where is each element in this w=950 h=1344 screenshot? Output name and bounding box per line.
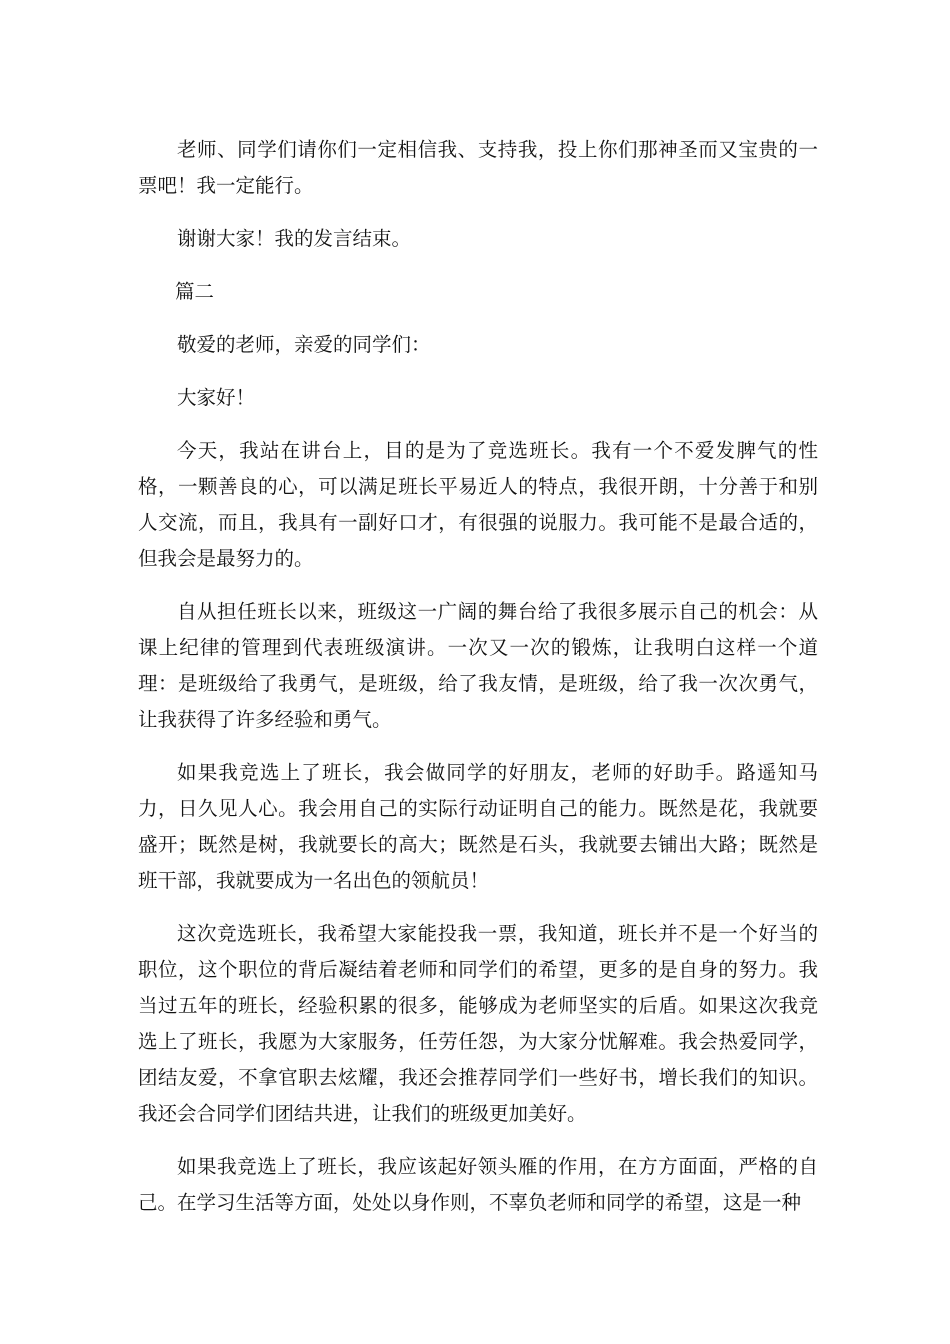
- section-heading: 篇二: [175, 280, 215, 303]
- body-paragraph: 自从担任班长以来，班级这一广阔的舞台给了我很多展示自己的机会：从课上纪律的管理到代表班级演讲。一次又一次的锻炼，让我明白这样一个道理：是班级给了我勇气，是班级，给了我友情，是班级，给了我一次次勇气，让我获得了许多经验和勇气。: [138, 600, 818, 731]
- body-paragraph: 如果我竞选上了班长，我应该起好领头雁的作用，在方方面面，严格的自己。在学习生活等方面，处处以身作则，不辜负老师和同学的希望，这是一种: [138, 1155, 818, 1214]
- body-paragraph: 今天，我站在讲台上，目的是为了竞选班长。我有一个不爱发脾气的性格，一颗善良的心，可以满足班长平易近人的特点，我很开朗，十分善于和别人交流，而且，我具有一副好口才，有很强的说服力。我可能不是最合适的，但我会是最努力的。: [138, 439, 818, 570]
- body-paragraph: 如果我竞选上了班长，我会做同学的好朋友，老师的好助手。路遥知马力，日久见人心。我会用自己的实际行动证明自己的能力。既然是花，我就要盛开；既然是树，我就要长的高大；既然是石头，我就要去铺出大路；既然是班干部，我就要成为一名出色的领航员！: [138, 761, 818, 892]
- body-paragraph: 这次竞选班长，我希望大家能投我一票，我知道，班长并不是一个好当的职位，这个职位的背后凝结着老师和同学们的希望，更多的是自身的努力。我当过五年的班长，经验积累的很多，能够成为老师坚实的后盾。如果这次我竞选上了班长，我愿为大家服务，任劳任怨，为大家分忧解难。我会热爱同学，团结友爱，不拿官职去炫耀，我还会推荐同学们一些好书，增长我们的知识。我还会合同学们团结共进，让我们的班级更加美好。: [138, 922, 818, 1125]
- greeting-paragraph: 大家好！: [177, 386, 256, 409]
- closing-appeal-paragraph: 老师、同学们请你们一定相信我、支持我，投上你们那神圣而又宝贵的一票吧！我一定能行。: [138, 138, 818, 197]
- salutation-paragraph: 敬爱的老师，亲爱的同学们：: [177, 333, 431, 356]
- document-body: [138, 132, 818, 1238]
- thanks-paragraph: 谢谢大家！我的发言结束。: [177, 227, 412, 250]
